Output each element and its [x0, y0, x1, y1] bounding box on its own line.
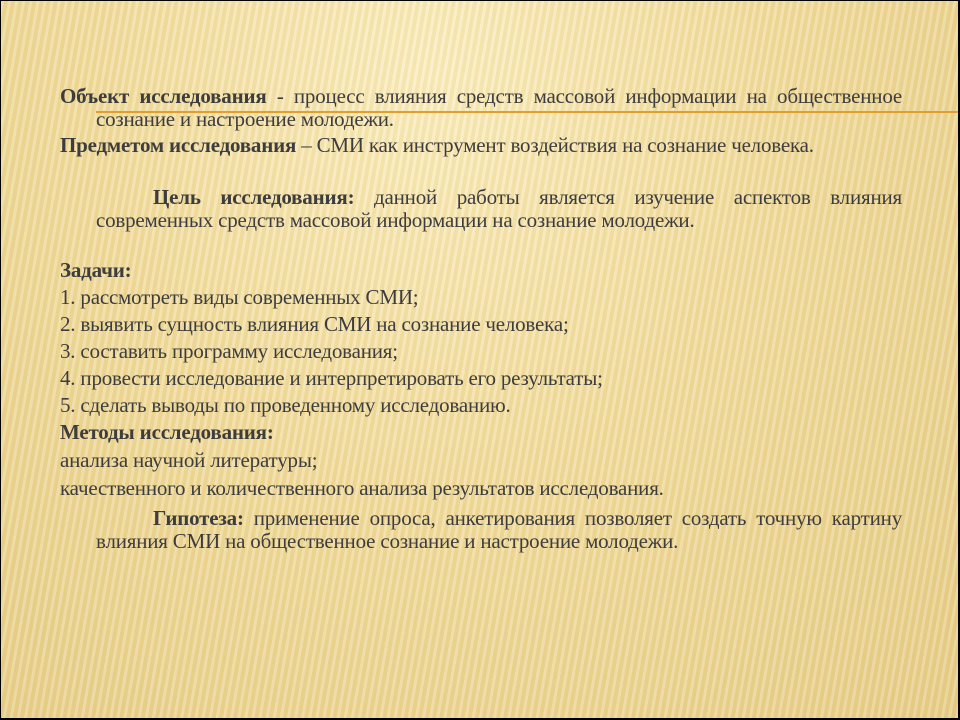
subject-text: – СМИ как инструмент воздействия на сознание человека. [296, 133, 814, 157]
task-item: 3. составить программу исследования; [60, 339, 398, 363]
tasks-label: Задачи: [60, 258, 132, 282]
task-item: 5. сделать выводы по проведенному исследованию. [60, 393, 511, 417]
goal-text: данной работы является изучение аспектов влияния современных средств массовой информации на сознание молодежи. [96, 185, 902, 232]
task-item: 4. провести исследование и интерпретировать его результаты; [60, 366, 603, 390]
object-paragraph [60, 85, 902, 131]
tasks-heading [60, 259, 902, 282]
subject-label: Предметом исследования [60, 133, 297, 157]
goal-label: Цель исследования: [153, 185, 355, 209]
hypothesis-label: Гипотеза: [153, 506, 244, 530]
object-text: - процесс влияния средств массовой информации на общественное сознание и настроение молодежи. [96, 84, 902, 131]
object-label: Объект исследования [60, 84, 267, 108]
goal-paragraph [60, 186, 902, 232]
task-item: 2. выявить сущность влияния СМИ на сознание человека; [60, 312, 569, 336]
method-item: качественного и количественного анализа результатов исследования. [60, 476, 664, 500]
slide [1, 1, 958, 718]
hypothesis-paragraph [60, 507, 902, 553]
methods-label: Методы исследования: [60, 420, 274, 444]
method-item: анализа научной литературы; [60, 448, 318, 472]
task-item: 1. рассмотреть виды современных СМИ; [60, 285, 419, 309]
methods-heading [60, 421, 902, 444]
hypothesis-text: применение опроса, анкетирования позволяет создать точную картину влияния СМИ на общественное сознание и настроение молодежи. [96, 506, 902, 553]
subject-paragraph [60, 134, 902, 157]
